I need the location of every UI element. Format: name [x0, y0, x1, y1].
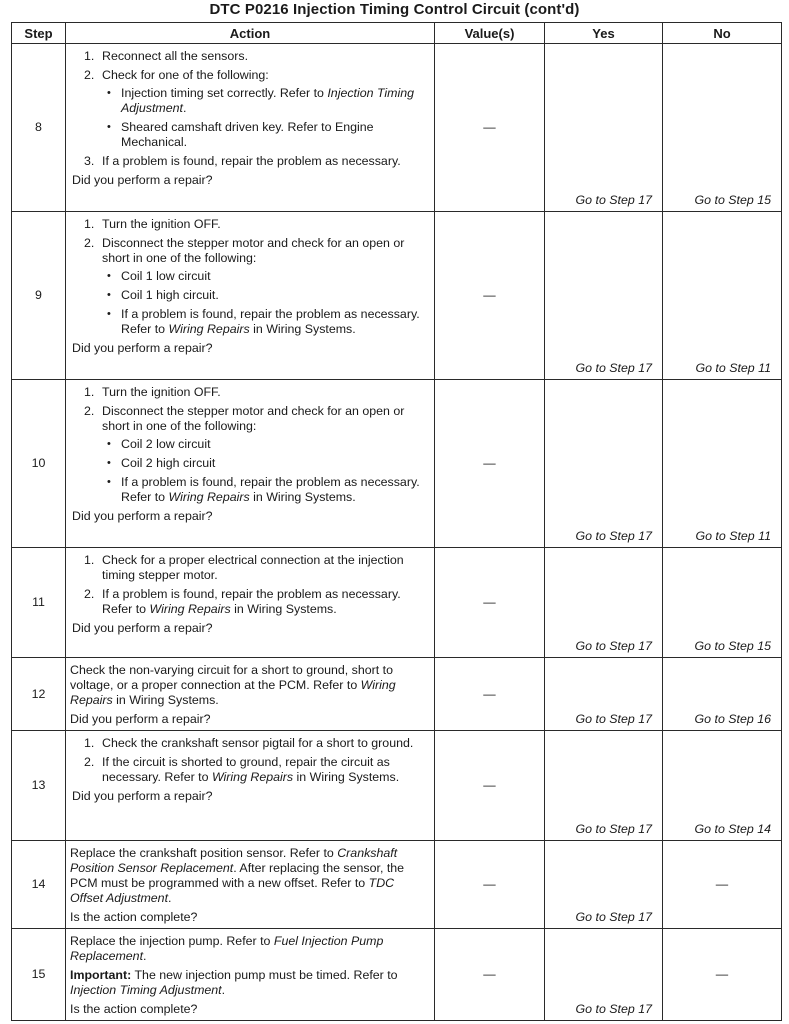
question: Did you perform a repair?: [72, 509, 213, 523]
yes-cell: [545, 731, 663, 841]
bullet-item: • If a problem is found, repair the problem as necessary. Refer to Wiring Repairs in Wiring Systems.: [107, 307, 420, 336]
go-to-step-link[interactable]: Go to Step 16: [694, 712, 771, 726]
action-cell: [66, 380, 435, 548]
go-to-step-link[interactable]: Go to Step 17: [575, 910, 652, 924]
dash: —: [483, 456, 496, 470]
header-values: Value(s): [435, 23, 545, 44]
step-number: 8: [12, 44, 66, 212]
step-number: 10: [12, 380, 66, 548]
header-action: Action: [66, 23, 435, 44]
question: Did you perform a repair?: [72, 789, 213, 803]
go-to-step-link[interactable]: Go to Step 11: [695, 361, 771, 375]
dash: —: [483, 120, 496, 134]
table-row: [12, 658, 782, 731]
reference-link[interactable]: TDC Offset Adjustment: [70, 876, 395, 905]
dash: —: [483, 967, 496, 981]
action-paragraph: Check the non-varying circuit for a short to ground, short to voltage, or a proper connection at the PCM. Refer to Wiring Repairs in Wiring Systems.: [70, 663, 396, 707]
action-cell: [66, 929, 435, 1021]
step-number: 11: [12, 548, 66, 658]
reference-link[interactable]: Wiring Repairs: [168, 322, 250, 336]
action-item: 1. Check the crankshaft sensor pigtail for a short to ground.: [84, 736, 414, 750]
question: Did you perform a repair?: [72, 173, 213, 187]
action-item: 2. Disconnect the stepper motor and check for an open or short in one of the following: • Coil 2 low circuit • Coil 2 high circuit • If a problem is found, repair the problem as necessary. Refer to Wiring Repairs in Wiring Systems.: [72, 404, 428, 505]
bullet-icon: •: [107, 87, 111, 99]
header-step: Step: [12, 23, 66, 44]
header-no: No: [663, 23, 782, 44]
action-cell: [66, 44, 435, 212]
bullet-icon: •: [107, 476, 111, 488]
dash: —: [483, 288, 496, 302]
no-cell: [663, 929, 782, 1021]
bullet-item: • Sheared camshaft driven key. Refer to Engine Mechanical.: [107, 120, 374, 149]
action-paragraph: Replace the crankshaft position sensor. Refer to Crankshaft Position Sensor Replacement. After replacing the sensor, the PCM must be programmed with a new offset. Refer to TDC Offset Adjustment.: [70, 846, 405, 905]
action-item: 2. Check for one of the following: • Injection timing set correctly. Refer to Injection Timing Adjustment. • Sheared camshaft driven key. Refer to Engine Mechanical.: [72, 68, 428, 150]
bullet-item: • Coil 2 high circuit: [107, 456, 216, 470]
dash: —: [483, 877, 496, 891]
yes-cell: [545, 929, 663, 1021]
no-cell: [663, 212, 782, 380]
no-cell: [663, 731, 782, 841]
bullet-icon: •: [107, 270, 111, 282]
reference-link[interactable]: Wiring Repairs: [168, 490, 250, 504]
reference-link[interactable]: Injection Timing Adjustment: [121, 86, 415, 115]
action-item: 1. Turn the ignition OFF.: [84, 217, 221, 231]
step-number: 15: [12, 929, 66, 1021]
reference-link[interactable]: Injection Timing Adjustment: [70, 983, 222, 997]
bullet-item: • Injection timing set correctly. Refer to Injection Timing Adjustment.: [107, 86, 415, 115]
action-item: 2. Disconnect the stepper motor and check for an open or short in one of the following: • Coil 1 low circuit • Coil 1 high circuit. • If a problem is found, repair the problem as necessary. Refer to Wiring Repairs in Wiring Systems.: [72, 236, 428, 337]
table-row: [12, 841, 782, 929]
action-item: 1. Turn the ignition OFF.: [84, 385, 221, 399]
go-to-step-link[interactable]: Go to Step 17: [575, 822, 652, 836]
bullet-icon: •: [107, 457, 111, 469]
reference-link[interactable]: Fuel Injection Pump Replacement: [70, 934, 384, 963]
question: Is the action complete?: [70, 910, 198, 924]
question: Did you perform a repair?: [72, 621, 213, 635]
yes-cell: [545, 658, 663, 731]
reference-link[interactable]: Crankshaft Position Sensor Replacement: [70, 846, 398, 875]
action-item: 1. Reconnect all the sensors.: [84, 49, 249, 63]
value-cell: [435, 658, 545, 731]
step-number: 13: [12, 731, 66, 841]
dash: —: [715, 967, 729, 981]
reference-link[interactable]: Wiring Repairs: [211, 770, 294, 784]
value-cell: [435, 548, 545, 658]
value-cell: [435, 380, 545, 548]
important-label: Important:: [70, 968, 132, 982]
yes-cell: [545, 44, 663, 212]
bullet-item: • Coil 1 low circuit: [107, 269, 211, 283]
yes-cell: [545, 212, 663, 380]
go-to-step-link[interactable]: Go to Step 14: [694, 822, 771, 836]
action-item: 2. If a problem is found, repair the problem as necessary. Refer to Wiring Repairs in Wiring Systems.: [84, 587, 401, 616]
action-paragraph: Replace the injection pump. Refer to Fuel Injection Pump Replacement.: [70, 934, 384, 963]
dash: —: [483, 778, 496, 792]
action-cell: [66, 841, 435, 929]
action-item: 3. If a problem is found, repair the problem as necessary.: [84, 154, 401, 168]
value-cell: [435, 841, 545, 929]
action-cell: [66, 548, 435, 658]
action-item: 2. If the circuit is shorted to ground, repair the circuit as necessary. Refer to Wiring Repairs in Wiring Systems.: [84, 755, 400, 784]
table-row: [12, 548, 782, 658]
table-row: [12, 212, 782, 380]
action-cell: [66, 212, 435, 380]
value-cell: [435, 929, 545, 1021]
step-number: 14: [12, 841, 66, 929]
bullet-icon: •: [107, 308, 111, 320]
go-to-step-link[interactable]: Go to Step 17: [575, 1002, 652, 1016]
dash: —: [483, 595, 496, 609]
action-cell: [66, 731, 435, 841]
action-cell: [66, 658, 435, 731]
table-row: [12, 929, 782, 1021]
question: Is the action complete?: [70, 1002, 198, 1016]
value-cell: [435, 44, 545, 212]
go-to-step-link[interactable]: Go to Step 17: [575, 639, 652, 653]
dash: —: [483, 686, 496, 701]
bullet-item: • Coil 2 low circuit: [107, 437, 211, 451]
action-item: 1. Check for a proper electrical connection at the injection timing stepper motor.: [84, 553, 404, 582]
bullet-item: • If a problem is found, repair the problem as necessary. Refer to Wiring Repairs in Wiring Systems.: [107, 475, 420, 504]
question: Did you perform a repair?: [72, 341, 213, 355]
table-row: [12, 44, 782, 212]
value-cell: [435, 212, 545, 380]
table-row: [12, 380, 782, 548]
go-to-step-link[interactable]: Go to Step 11: [695, 529, 771, 543]
reference-link[interactable]: Wiring Repairs: [149, 602, 231, 616]
reference-link[interactable]: Wiring Repairs: [70, 678, 396, 707]
go-to-step-link[interactable]: Go to Step 15: [694, 639, 771, 653]
go-to-step-link[interactable]: Go to Step 17: [575, 193, 652, 207]
go-to-step-link[interactable]: Go to Step 17: [575, 529, 652, 543]
no-cell: [663, 44, 782, 212]
no-cell: [663, 380, 782, 548]
yes-cell: [545, 548, 663, 658]
no-cell: [663, 658, 782, 731]
dash: —: [715, 877, 729, 891]
yes-cell: [545, 380, 663, 548]
go-to-step-link[interactable]: Go to Step 17: [575, 712, 652, 726]
page-title: DTC P0216 Injection Timing Control Circuit (cont'd): [209, 1, 580, 18]
bullet-icon: •: [107, 289, 111, 301]
yes-cell: [545, 841, 663, 929]
go-to-step-link[interactable]: Go to Step 17: [575, 361, 652, 375]
bullet-item: • Coil 1 high circuit.: [107, 288, 219, 302]
bullet-icon: •: [107, 121, 111, 133]
bullet-icon: •: [107, 438, 111, 450]
table-row: [12, 731, 782, 841]
step-number: 9: [12, 212, 66, 380]
header-yes: Yes: [545, 23, 663, 44]
step-number: 12: [12, 658, 66, 731]
important-note: Important: The new injection pump must be timed. Refer to Injection Timing Adjustment.: [70, 968, 398, 997]
question: Did you perform a repair?: [70, 712, 211, 726]
no-cell: [663, 841, 782, 929]
value-cell: [435, 731, 545, 841]
go-to-step-link[interactable]: Go to Step 15: [694, 193, 771, 207]
diagnostic-table: [11, 22, 782, 1021]
table-header-row: [12, 23, 782, 44]
no-cell: [663, 548, 782, 658]
